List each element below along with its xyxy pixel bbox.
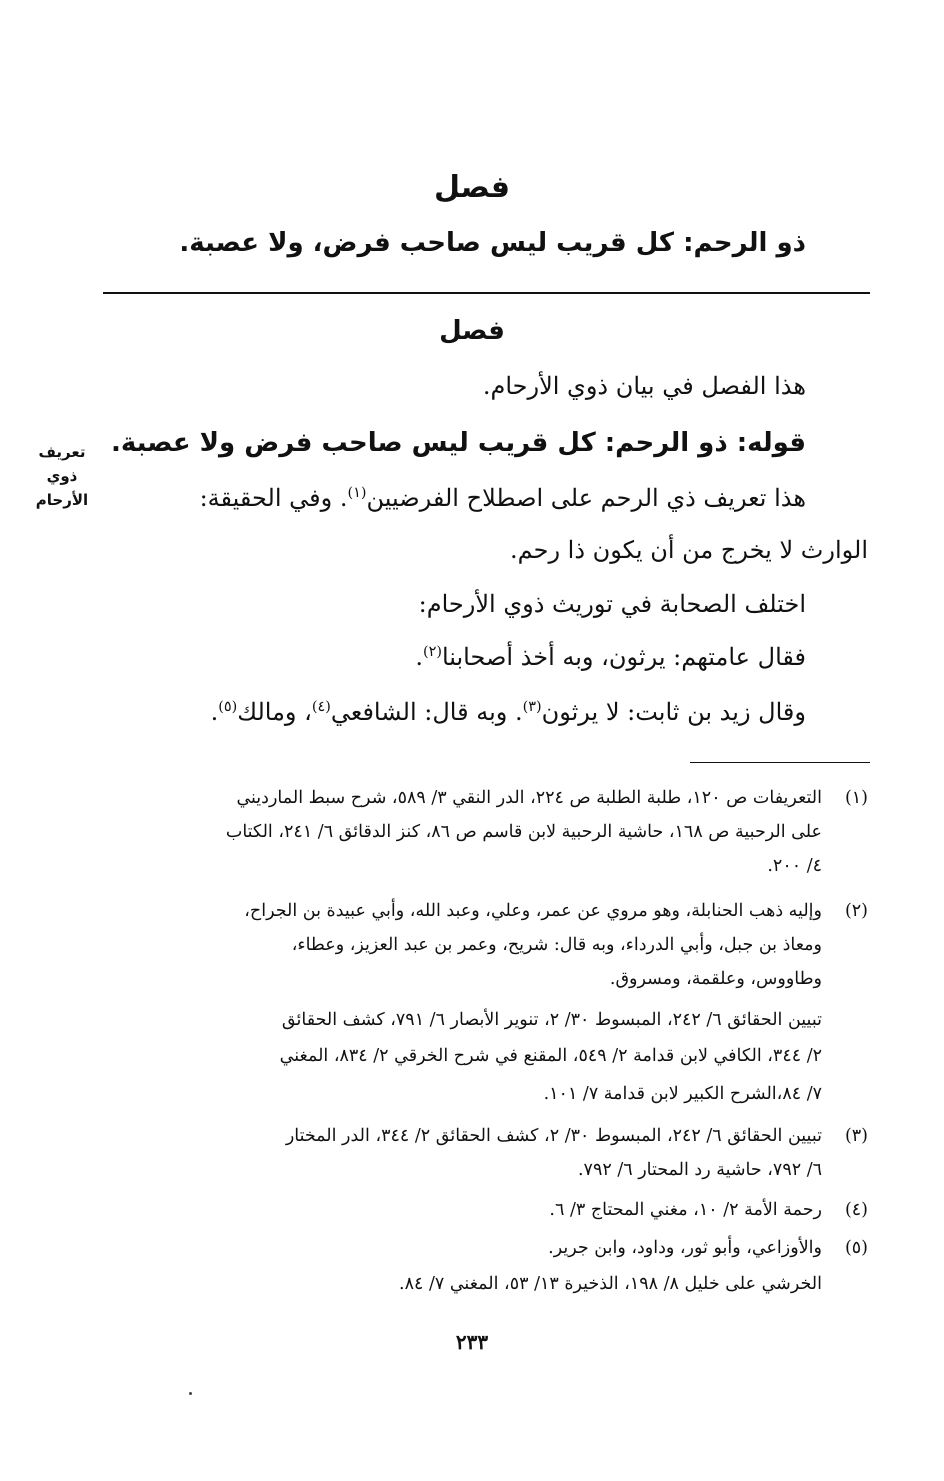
footnote-number: (١) xyxy=(844,788,868,808)
sharh-text: فقال عامتهم: يرثون، وبه أخذ أصحابنا xyxy=(441,643,806,671)
footnote-number: (٥) xyxy=(844,1238,868,1258)
sharh-line-6 xyxy=(415,643,806,671)
sharh-text: هذا تعريف ذي الرحم على اصطلاح الفرضيين xyxy=(366,484,806,512)
footnote-number: (٤) xyxy=(844,1200,868,1220)
sharh-text: . xyxy=(415,643,423,671)
sharh-text: . وفي الحقيقة: xyxy=(199,484,348,512)
scan-speck xyxy=(189,1392,192,1395)
footnote-ref-3[interactable]: (٣) xyxy=(522,699,542,715)
footnote-line: تبيين الحقائق ٦/ ٢٤٢، المبسوط ٣٠/ ٢، كشف الحقائق ٢/ ٣٤٤، الدر المختار xyxy=(285,1126,822,1146)
sharh-line-7 xyxy=(211,698,806,726)
footnote-line: وطاووس، وعلقمة، ومسروق. xyxy=(609,969,822,989)
sharh-line-5: اختلف الصحابة في توريث ذوي الأرحام: xyxy=(418,590,806,618)
sharh-text: . xyxy=(210,698,219,726)
margin-note-line: ذوي xyxy=(46,467,78,485)
matn-line: ذو الرحم: كل قريب ليس صاحب فرض، ولا عصبة. xyxy=(179,228,806,258)
footnote-number: (٣) xyxy=(844,1126,868,1146)
footnote-line: رحمة الأمة ٢/ ١٠، مغني المحتاج ٣/ ٦. xyxy=(549,1200,822,1220)
footnote-line: ٧/ ٨٤،الشرح الكبير لابن قدامة ٧/ ١٠١. xyxy=(543,1084,822,1104)
sharh-line-3 xyxy=(200,484,806,512)
footnote-line: على الرحبية ص ١٦٨، حاشية الرحبية لابن قاسم ص ٨٦، كنز الدقائق ٦/ ٢٤١، الكتاب xyxy=(225,822,822,842)
margin-note xyxy=(28,440,96,512)
footnote-separator xyxy=(690,762,870,763)
footnote-ref-4[interactable]: (٤) xyxy=(311,699,331,715)
footnote-ref-5[interactable]: (٥) xyxy=(218,699,238,715)
sharh-text: وقال زيد بن ثابت: لا يرثون xyxy=(541,698,806,726)
footnote-line: والأوزاعي، وأبو ثور، وداود، وابن جرير. xyxy=(548,1238,822,1258)
matn-heading: فصل xyxy=(434,170,510,205)
page-number: ٢٣٣ xyxy=(455,1330,489,1354)
footnote-ref-1[interactable]: (١) xyxy=(347,485,367,501)
footnote-line: ومعاذ بن جبل، وأبي الدرداء، وبه قال: شريح، وعمر بن عبد العزيز، وعطاء، xyxy=(291,935,822,955)
sharh-text: . وبه قال: الشافعي xyxy=(330,698,523,726)
margin-note-line: الأرحام xyxy=(35,491,89,509)
sharh-line-4: الوارث لا يخرج من أن يكون ذا رحم. xyxy=(510,536,868,564)
sharh-line-1: هذا الفصل في بيان ذوي الأرحام. xyxy=(482,372,806,400)
footnote-number: (٢) xyxy=(844,901,868,921)
footnote-line: تبيين الحقائق ٦/ ٢٤٢، المبسوط ٣٠/ ٢، تنوير الأبصار ٦/ ٧٩١، كشف الحقائق xyxy=(281,1010,822,1030)
margin-note-line: تعريف xyxy=(38,443,86,461)
footnote-line: وإليه ذهب الحنابلة، وهو مروي عن عمر، وعلي، وعبد الله، وأبي عبيدة بن الجراح، xyxy=(244,901,822,921)
sharh-line-2 xyxy=(111,428,806,458)
footnote-line: ٢/ ٣٤٤، الكافي لابن قدامة ٢/ ٥٤٩، المقنع في شرح الخرقي ٢/ ٨٣٤، المغني xyxy=(279,1046,822,1066)
footnote-line: ٦/ ٧٩٢، حاشية رد المحتار ٦/ ٧٩٢. xyxy=(577,1160,822,1180)
footnote-line: ٤/ ٢٠٠. xyxy=(767,856,822,876)
section-divider xyxy=(103,292,870,294)
quoted-matn: قوله: ذو الرحم: كل قريب ليس صاحب فرض ولا عصبة. xyxy=(110,428,806,458)
footnote-ref-2[interactable]: (٢) xyxy=(422,644,442,660)
sharh-text: ، ومالك xyxy=(237,698,312,726)
footnote-line: التعريفات ص ١٢٠، طلبة الطلبة ص ٢٢٤، الدر النقي ٣/ ٥٨٩، شرح سبط المارديني xyxy=(236,788,822,808)
footnote-line: الخرشي على خليل ٨/ ١٩٨، الذخيرة ١٣/ ٥٣، المغني ٧/ ٨٤. xyxy=(399,1274,822,1294)
sharh-heading: فصل xyxy=(439,316,505,346)
